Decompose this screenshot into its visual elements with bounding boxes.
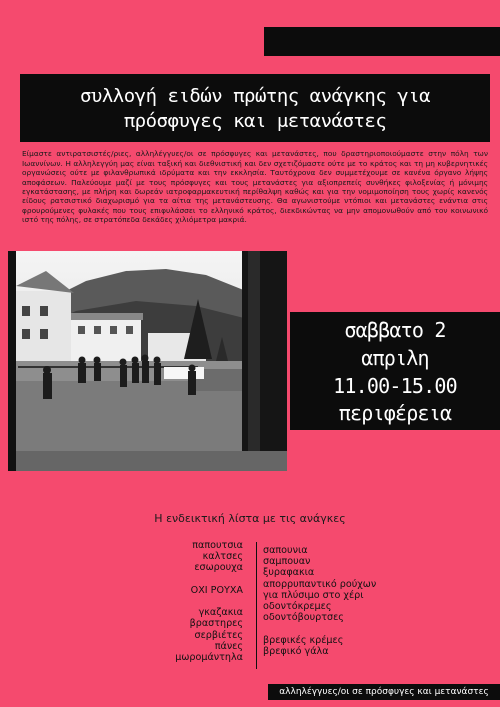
intro-paragraph: Είμαστε αντιρατσιστές/ριες, αλληλέγγυες/οι σε πρόσφυγες και μετανάστες, που δραστηριοποιούμαστε στην πόλη των Ιωαννίνων. Η αλληλεγγύη μας είναι ταξική και διεθνιστική και δεν σχετιζόμαστε ούτε με το κράτος και τη μη κυβερνητικές οργανώσεις ούτε με φιλανθρωπικά ιδρύματα και την εκκλησία. Ταυτόχρονα δεν συμμετέχουμε σε κανένα όργανο λήψης αποφάσεων. Παλεύουμε μαζί με τους πρόσφυγες και τους μετανάστες για αξιοπρεπείς συνθήκες φιλοξενίας ή μόνιμης εγκατάστασης, με πλήρη και δωρεάν ιατροφαρμακευτική περίθαλψη καθώς και για την νομιμοποίηση τους χωρίς κανενός είδους ρατσιστικό διαχωρισμό για τα αίτια της μετανάστευσης. Θα αγωνιστούμε ντόπιοι και μετανάστες ενάντια στις φρουρούμενες φυλακές που τους επιφυλάσσει το ελληνικό κράτος, διεκδικώντας να μην απομονωθούν από τον κοινωνικό ιστό της πόλης, σε στρατόπεδα δεκάδες χιλιόμετρα μακριά.	[22, 149, 488, 225]
list-item: για πλύσιμο στο χέρι	[263, 589, 364, 601]
list-item: βρεφικό γάλα	[263, 645, 329, 657]
event-month: απριλη	[361, 346, 429, 370]
list-item: μωρομάντηλα	[175, 652, 243, 663]
list-item: εσωρουχα	[194, 562, 243, 574]
event-photo	[16, 251, 287, 471]
photo-frame	[8, 251, 287, 471]
list-item: ξυραφακια	[263, 567, 315, 579]
list-item: απορρυπαντικό ρούχων	[263, 578, 377, 590]
title-line-2: πρόσφυγες και μετανάστες	[123, 110, 387, 132]
list-item: βραστηρες	[189, 618, 243, 630]
list-item: σερβιέτες	[194, 629, 243, 641]
title-line-1: συλλογή ειδών πρώτης ανάγκης για	[79, 85, 431, 107]
needs-list-left	[140, 540, 243, 663]
event-time: 11.00-15.00	[333, 374, 457, 398]
title-banner	[20, 74, 490, 142]
footer-banner	[268, 684, 500, 700]
list-item: σαπουνια	[263, 545, 308, 556]
list-item: παπουτσια	[192, 540, 243, 551]
list-item: οδοντόβουρτσες	[263, 612, 344, 624]
event-place: περιφέρεια	[338, 401, 452, 425]
list-item: γκαζακια	[198, 607, 243, 619]
needs-list-right	[263, 545, 443, 657]
list-item: βρεφικές κρέμες	[263, 634, 344, 646]
decorative-black-bar	[264, 27, 500, 56]
list-item: οδοντόκρεμες	[263, 601, 332, 613]
event-details-banner	[290, 312, 500, 430]
event-day: σαββατο 2	[344, 318, 446, 342]
list-item: καλτσες	[202, 551, 243, 563]
list-divider	[256, 542, 257, 669]
needs-list-heading: Η ενδεικτική λίστα με τις ανάγκες	[154, 512, 346, 525]
list-item: σαμπουαν	[263, 556, 311, 568]
no-clothes-note: ΟΧΙ ΡΟΥΧΑ	[190, 584, 243, 596]
footer-signature: αλληλέγγυες/οι σε πρόσφυγες και μετανάστες	[279, 687, 489, 697]
list-item: πάνες	[214, 640, 243, 652]
